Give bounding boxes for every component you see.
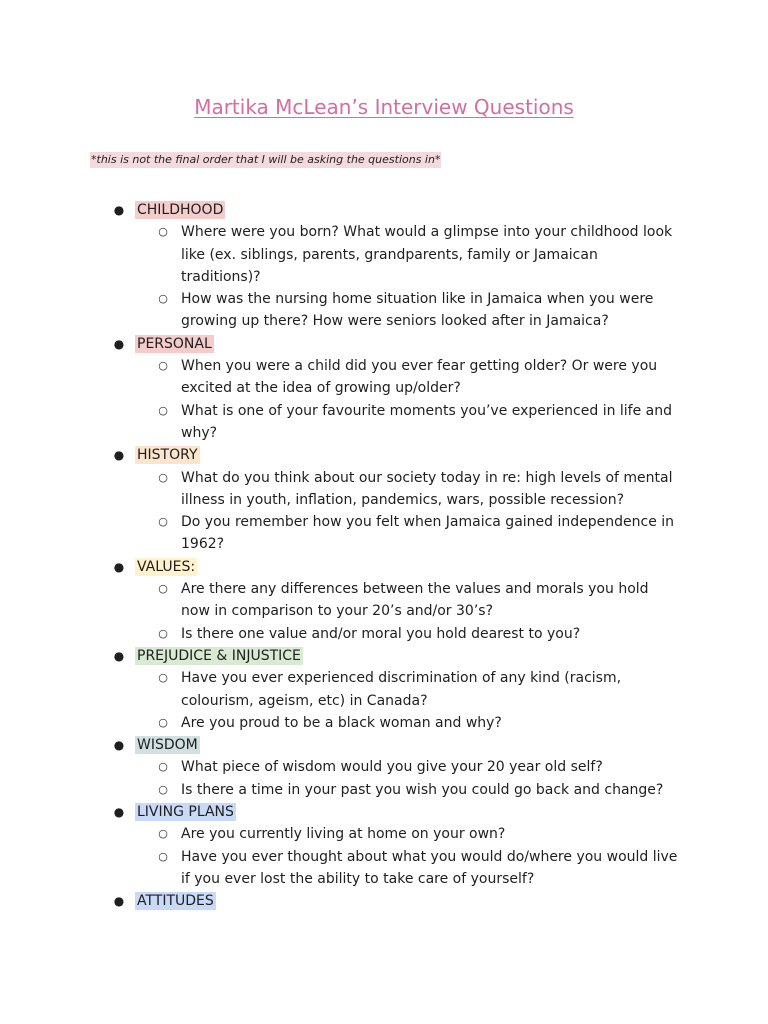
question-text: Do you remember how you felt when Jamaica gained independence in 1962? bbox=[181, 514, 675, 553]
hollow-bullet-icon: ○ bbox=[158, 782, 168, 796]
hollow-bullet-icon: ○ bbox=[158, 671, 168, 685]
question-list bbox=[0, 667, 768, 734]
bullet-icon: ● bbox=[113, 894, 125, 909]
section-item bbox=[0, 556, 768, 645]
question-text: Are you proud to be a black woman and why? bbox=[181, 714, 502, 731]
bullet-icon: ● bbox=[113, 738, 125, 753]
question-list bbox=[0, 221, 768, 332]
section-label: CHILDHOOD bbox=[137, 202, 224, 218]
section-label: PREJUDICE & INJUSTICE bbox=[137, 647, 301, 664]
hollow-bullet-icon: ○ bbox=[158, 849, 168, 863]
question-item bbox=[0, 467, 678, 512]
question-item bbox=[0, 623, 678, 645]
question-text: Are there any differences between the values and morals you hold now in comparison to your 20’s and/or 30’s? bbox=[181, 581, 649, 620]
question-item bbox=[0, 221, 678, 288]
question-list bbox=[0, 823, 768, 890]
bullet-icon: ● bbox=[113, 203, 125, 217]
question-item bbox=[0, 355, 678, 400]
section-heading bbox=[0, 734, 768, 756]
hollow-bullet-icon: ○ bbox=[158, 515, 168, 529]
section-label: PERSONAL bbox=[137, 335, 212, 352]
question-text: How was the nursing home situation like in Jamaica when you were growing up there? How were seniors looked after in Jamaica? bbox=[181, 291, 654, 330]
section-heading bbox=[0, 890, 768, 912]
section-item bbox=[0, 645, 768, 734]
question-item bbox=[0, 712, 678, 734]
section-heading bbox=[0, 444, 768, 466]
question-text: Have you ever thought about what you would do/where you would live if you ever lost the ability to take care of yourself? bbox=[181, 848, 678, 887]
question-text: What piece of wisdom would you give your 20 year old self? bbox=[181, 759, 603, 776]
bullet-icon: ● bbox=[113, 559, 125, 574]
question-item bbox=[0, 667, 678, 712]
bullet-icon: ● bbox=[113, 336, 125, 351]
question-text: Have you ever experienced discrimination of any kind (racism, colourism, ageism, etc) in Canada? bbox=[181, 670, 622, 709]
hollow-bullet-icon: ○ bbox=[158, 626, 168, 640]
hollow-bullet-icon: ○ bbox=[158, 760, 168, 774]
question-text: Where were you born? What would a glimpse into your childhood look like (ex. siblings, parents, grandparents, family or Jamaican traditions)? bbox=[181, 224, 673, 285]
question-text: What is one of your favourite moments you’ve experienced in life and why? bbox=[181, 402, 673, 441]
section-heading bbox=[0, 333, 768, 355]
question-list bbox=[0, 355, 768, 444]
question-item bbox=[0, 511, 678, 556]
question-item bbox=[0, 823, 678, 845]
section-label: WISDOM bbox=[137, 737, 198, 754]
bullet-icon: ● bbox=[113, 648, 125, 663]
hollow-bullet-icon: ○ bbox=[158, 827, 168, 841]
section-item bbox=[0, 890, 768, 912]
section-item bbox=[0, 199, 768, 333]
question-text: Is there a time in your past you wish you could go back and change? bbox=[181, 781, 664, 798]
hollow-bullet-icon: ○ bbox=[158, 403, 168, 417]
section-item bbox=[0, 444, 768, 555]
section-label: ATTITUDES bbox=[137, 893, 214, 910]
question-item bbox=[0, 288, 678, 333]
question-item bbox=[0, 779, 678, 801]
hollow-bullet-icon: ○ bbox=[158, 582, 168, 596]
section-heading bbox=[0, 645, 768, 667]
section-item bbox=[0, 734, 768, 801]
question-item bbox=[0, 578, 678, 623]
section-item bbox=[0, 333, 768, 444]
section-label: LIVING PLANS bbox=[137, 804, 234, 821]
question-list bbox=[0, 578, 768, 645]
question-list bbox=[0, 467, 768, 556]
question-text: What do you think about our society today in re: high levels of mental illness in youth, inflation, pandemics, wars, possible recession? bbox=[181, 469, 673, 508]
question-outline bbox=[0, 199, 768, 913]
hollow-bullet-icon: ○ bbox=[158, 225, 168, 239]
question-item bbox=[0, 756, 678, 778]
section-heading bbox=[0, 801, 768, 823]
hollow-bullet-icon: ○ bbox=[158, 359, 168, 373]
hollow-bullet-icon: ○ bbox=[158, 715, 168, 729]
hollow-bullet-icon: ○ bbox=[158, 292, 168, 306]
bullet-icon: ● bbox=[113, 448, 125, 463]
order-note: *this is not the final order that I will be asking the questions in* bbox=[91, 153, 441, 166]
section-item bbox=[0, 801, 768, 890]
section-label: HISTORY bbox=[137, 447, 198, 464]
question-text: When you were a child did you ever fear getting older? Or were you excited at the idea of growing up/older? bbox=[181, 358, 658, 397]
section-label: VALUES: bbox=[137, 558, 196, 575]
question-text: Is there one value and/or moral you hold dearest to you? bbox=[181, 625, 581, 642]
section-heading bbox=[0, 199, 768, 221]
question-item bbox=[0, 400, 678, 445]
document-title: Martika McLean’s Interview Questions bbox=[194, 95, 574, 119]
question-list bbox=[0, 756, 768, 801]
hollow-bullet-icon: ○ bbox=[158, 470, 168, 484]
bullet-icon: ● bbox=[113, 805, 125, 820]
question-text: Are you currently living at home on your own? bbox=[181, 826, 506, 843]
section-heading bbox=[0, 556, 768, 578]
question-item bbox=[0, 846, 678, 891]
